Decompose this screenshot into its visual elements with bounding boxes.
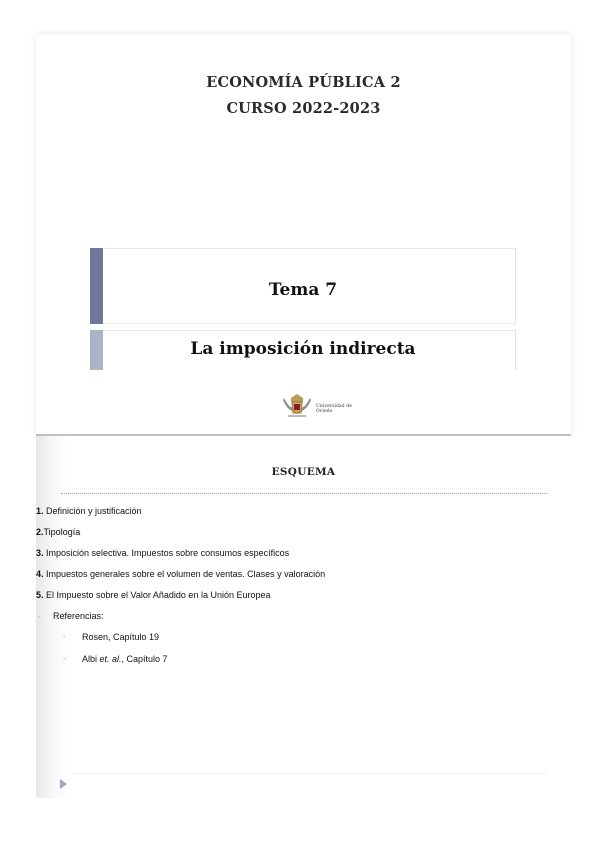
university-crest-icon bbox=[280, 392, 314, 420]
bullet-dash-icon: - bbox=[38, 612, 41, 621]
outline-item: 1. Definición y justificación bbox=[36, 506, 142, 516]
topic-title: La imposición indirecta bbox=[190, 339, 416, 359]
outline-item: 2.Tipología bbox=[36, 527, 81, 537]
outline-item: 4. Impuestos generales sobre el volumen de ventas. Clases y valoración bbox=[36, 569, 326, 579]
reference-item: Rosen, Capítulo 19 bbox=[82, 632, 160, 642]
logo-caption: Universidad de Oviedo bbox=[316, 404, 353, 414]
bullet-dash-icon: - bbox=[63, 654, 66, 663]
course-name: ECONOMÍA PÚBLICA 2 bbox=[206, 74, 401, 91]
bullet-dash-icon: - bbox=[63, 632, 66, 641]
tema-band bbox=[90, 248, 516, 324]
reference-item: Albi et. al., Capítulo 7 bbox=[82, 654, 168, 664]
course-year: CURSO 2022-2023 bbox=[226, 100, 381, 117]
outline-heading: ESQUEMA bbox=[271, 466, 336, 478]
footer-rule bbox=[68, 773, 547, 774]
play-arrow-icon bbox=[60, 779, 67, 789]
university-logo bbox=[280, 392, 370, 420]
outline-item: 5. El Impuesto sobre el Valor Añadido en la Unión Europea bbox=[36, 590, 271, 600]
title-slide bbox=[36, 34, 571, 436]
references-label: Referencias: bbox=[53, 611, 104, 621]
topic-band bbox=[90, 330, 516, 370]
tema-title: Tema 7 bbox=[268, 280, 338, 300]
outline-slide bbox=[36, 436, 571, 798]
outline-item: 3. Imposición selectiva. Impuestos sobre consumos específicos bbox=[36, 548, 290, 558]
heading-divider bbox=[61, 493, 547, 494]
